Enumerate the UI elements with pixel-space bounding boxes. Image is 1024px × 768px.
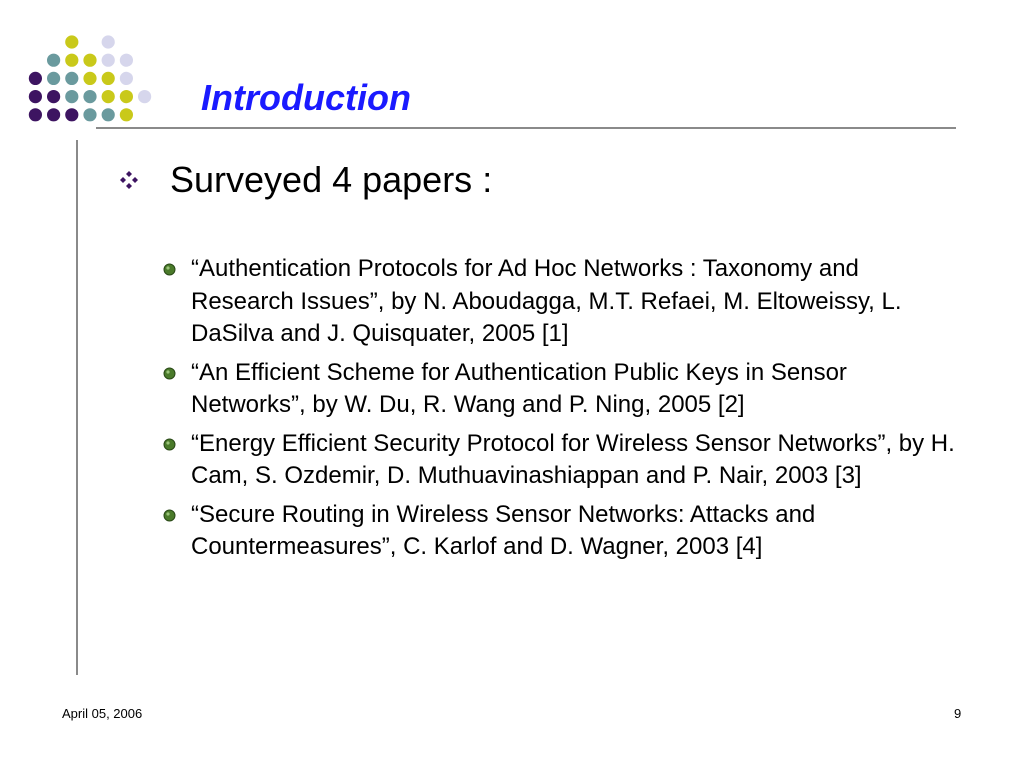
decorative-dot — [83, 72, 96, 85]
decorative-dot — [29, 90, 42, 103]
decorative-dot — [102, 90, 115, 103]
paper-item-text: “Secure Routing in Wireless Sensor Networks: Attacks and Countermeasures”, C. Karlof and D. Wagner, 2003 [4] — [191, 500, 816, 560]
paper-item-text: “An Efficient Scheme for Authentication Public Keys in Sensor Networks”, by W. Du, R. Wang and P. Ning, 2005 [2] — [191, 358, 847, 418]
main-bullet-item — [118, 158, 492, 202]
title-underline — [96, 127, 956, 129]
round-bullet-icon — [163, 438, 176, 451]
paper-list — [163, 253, 963, 570]
footer-date: April 05, 2006 — [62, 706, 143, 721]
decorative-dot — [120, 90, 133, 103]
decorative-dot — [47, 108, 60, 121]
round-bullet-icon — [163, 367, 176, 380]
paper-item — [163, 428, 963, 493]
page-number: 9 — [954, 706, 962, 721]
decorative-dot — [29, 108, 42, 121]
paper-item — [163, 357, 963, 422]
decorative-dot — [47, 54, 60, 67]
decorative-dot — [65, 108, 78, 121]
decorative-dot — [83, 54, 96, 67]
paper-item — [163, 253, 963, 351]
paper-item-text: “Authentication Protocols for Ad Hoc Networks : Taxonomy and Research Issues”, by N. Aboudagga, M.T. Refaei, M. Eltoweissy, L. DaSilva and J. Quisquater, 2005 [1] — [191, 255, 902, 347]
decorative-dot — [65, 90, 78, 103]
decorative-dot — [102, 108, 115, 121]
decorative-dot — [65, 72, 78, 85]
paper-item-text: “Energy Efficient Security Protocol for Wireless Sensor Networks”, by H. Cam, S. Ozdemir, D. Muthuavinashiappan and P. Nair, 2003 [3] — [191, 429, 955, 489]
decorative-dot — [47, 72, 60, 85]
decorative-dot — [138, 90, 151, 103]
decorative-dot — [83, 90, 96, 103]
decorative-dot — [120, 54, 133, 67]
decorative-dot — [83, 108, 96, 121]
vertical-rule — [76, 140, 78, 675]
decorative-dot — [65, 35, 78, 48]
round-bullet-icon — [163, 509, 176, 522]
decorative-dot — [47, 90, 60, 103]
main-bullet-text: Surveyed 4 papers : — [170, 159, 493, 200]
diamond-bullet-icon — [118, 169, 140, 191]
decorative-dot — [29, 72, 42, 85]
decorative-dot — [102, 54, 115, 67]
decorative-dot-grid — [0, 0, 200, 160]
decorative-dot — [102, 35, 115, 48]
decorative-dot — [65, 54, 78, 67]
decorative-dot — [120, 108, 133, 121]
paper-item — [163, 499, 963, 564]
decorative-dot — [102, 72, 115, 85]
slide-title: Introduction — [201, 77, 411, 118]
decorative-dot — [120, 72, 133, 85]
round-bullet-icon — [163, 263, 176, 276]
